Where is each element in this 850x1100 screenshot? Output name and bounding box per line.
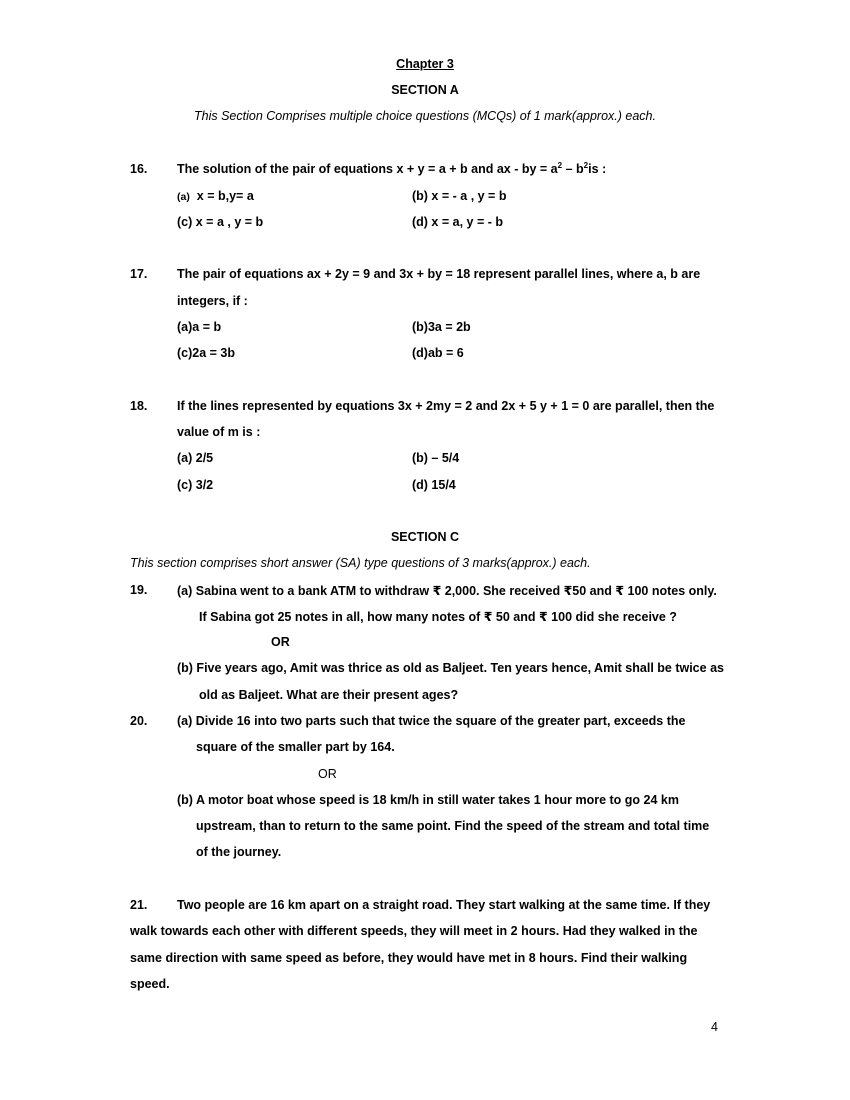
question-16-option-b: (b) x = - a , y = b — [412, 189, 507, 203]
question-17-option-d: (d)ab = 6 — [412, 346, 464, 360]
chapter-title: Chapter 3 — [396, 57, 454, 71]
question-18-text-line1: If the lines represented by equations 3x + 2my = 2 and 2x + 5 y + 1 = 0 are parallel, then the — [177, 399, 715, 413]
question-20b-line1: (b) A motor boat whose speed is 18 km/h in still water takes 1 hour more to go 24 km — [177, 793, 679, 807]
question-21-line4: speed. — [130, 977, 170, 991]
question-21-line1: Two people are 16 km apart on a straight road. They start walking at the same time. If they — [177, 898, 711, 912]
question-19-number: 19. — [130, 583, 148, 597]
question-21-number: 21. — [130, 898, 148, 912]
question-20-number: 20. — [130, 714, 148, 728]
section-c-heading: SECTION C — [390, 530, 460, 544]
section-a-note: This Section Comprises multiple choice questions (MCQs) of 1 mark(approx.) each. — [194, 109, 656, 123]
question-19a-line1: (a) Sabina went to a bank ATM to withdraw ₹ 2,000. She received ₹50 and ₹ 100 notes only. — [177, 584, 717, 598]
question-19-or: OR — [271, 635, 290, 649]
question-20a-line2: square of the smaller part by 164. — [196, 740, 395, 754]
question-18-option-b: (b) – 5/4 — [412, 451, 460, 465]
question-18-option-c: (c) 3/2 — [177, 478, 214, 492]
question-20a-line1: (a) Divide 16 into two parts such that twice the square of the greater part, exceeds the — [177, 714, 686, 728]
question-17-text-line2: integers, if : — [177, 294, 248, 308]
question-17-option-c: (c)2a = 3b — [177, 346, 236, 360]
question-19b-line1: (b) Five years ago, Amit was thrice as old as Baljeet. Ten years hence, Amit shall be twice as — [177, 661, 724, 675]
question-21-line3: same direction with same speed as before, they would have met in 8 hours. Find their walking — [130, 951, 688, 965]
question-16-option-c: (c) x = a , y = b — [177, 215, 264, 229]
page-number: 4 — [711, 1020, 718, 1034]
question-19b-line2: old as Baljeet. What are their present ages? — [199, 688, 459, 702]
question-18-option-a: (a) 2/5 — [177, 451, 214, 465]
question-18-number: 18. — [130, 399, 148, 413]
section-c-note: This section comprises short answer (SA) type questions of 3 marks(approx.) each. — [130, 556, 591, 570]
question-21-line2: walk towards each other with different speeds, they will meet in 2 hours. Had they walked in the — [130, 924, 698, 938]
question-16-number: 16. — [130, 162, 148, 176]
question-17-option-a: (a)a = b — [177, 320, 222, 334]
question-18-option-d: (d) 15/4 — [412, 478, 456, 492]
question-18-text-line2: value of m is : — [177, 425, 261, 439]
question-16-text: The solution of the pair of equations x + y = a + b and ax - by = $a^2 - b^2is$ : — [177, 161, 607, 176]
question-16-option-d: (d) x = a, y = - b — [412, 215, 503, 229]
question-16-option-a: (a) x = b,y= a — [177, 189, 254, 203]
question-20b-line2: upstream, than to return to the same point. Find the speed of the stream and total time — [196, 819, 710, 833]
question-17-option-b: (b)3a = 2b — [412, 320, 471, 334]
question-20-or: OR — [318, 767, 337, 781]
question-20b-line3: of the journey. — [196, 845, 282, 859]
question-17-text-line1: The pair of equations ax + 2y = 9 and 3x + by = 18 represent parallel lines, where a, b are — [177, 267, 701, 281]
question-19a-line2: If Sabina got 25 notes in all, how many notes of ₹ 50 and ₹ 100 did she receive ? — [199, 610, 677, 624]
section-a-heading: SECTION A — [391, 83, 459, 97]
question-17-number: 17. — [130, 267, 148, 281]
